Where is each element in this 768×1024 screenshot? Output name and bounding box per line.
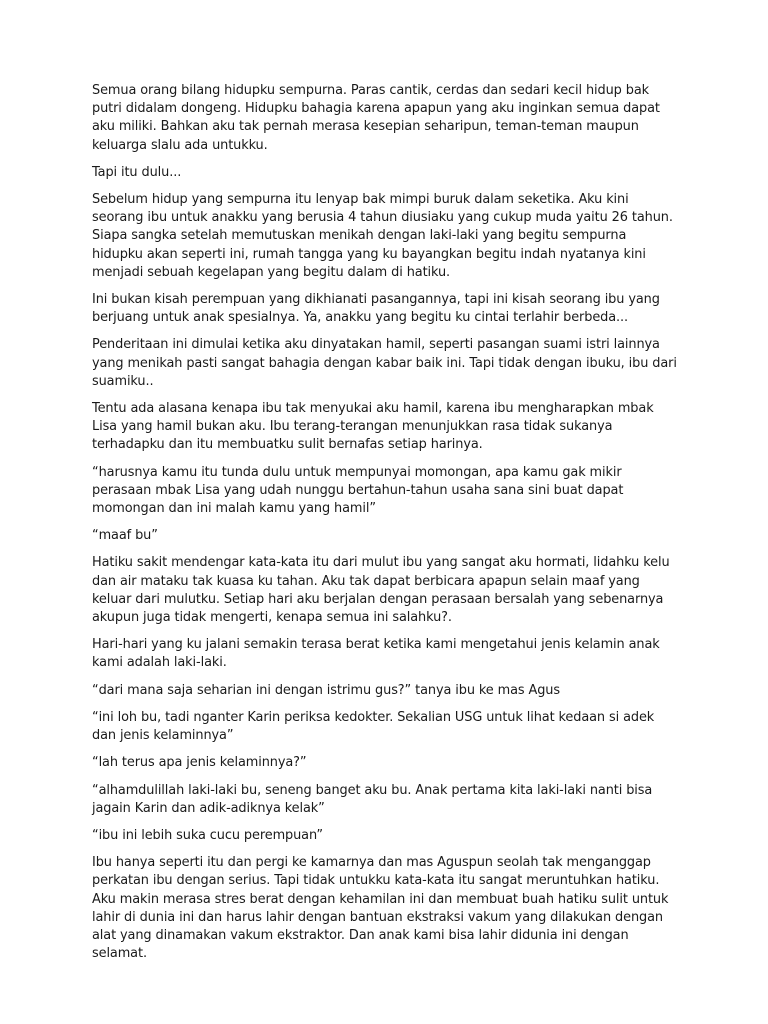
dialogue-paragraph: “maaf bu” (92, 528, 158, 544)
story-paragraph: Penderitaan ini dimulai ketika aku dinyatakan hamil, seperti pasangan suami istri lainnya yang menikah pasti sangat bahagia dengan kabar baik ini. Tapi tidak dengan ibuku, ibu dari suamiku.. (92, 337, 677, 389)
dialogue-paragraph: “alhamdulillah laki-laki bu, seneng banget aku bu. Anak pertama kita laki-laki nanti bisa jagain Karin dan adik-adiknya kelak” (92, 782, 653, 816)
story-paragraph: Tapi itu dulu... (92, 164, 182, 180)
story-paragraph: Ini bukan kisah perempuan yang dikhianati pasangannya, tapi ini kisah seorang ibu yang berjuang untuk anak spesialnya. Ya, anakku yang begitu ku cintai terlahir berbeda... (92, 292, 660, 326)
dialogue-paragraph: “harusnya kamu itu tunda dulu untuk mempunyai momongan, apa kamu gak mikir perasaan mbak Lisa yang udah nunggu bertahun-tahun usaha sana sini buat dapat momongan dan ini malah kamu yang hamil” (92, 464, 624, 517)
story-paragraph: Ibu hanya seperti itu dan pergi ke kamarnya dan mas Aguspun seolah tak menganggap perkatan ibu dengan serius. Tapi tidak untukku kata-kata itu sangat meruntuhkan hatiku. Aku makin merasa stres berat dengan kehamilan ini dan membuat buah hatiku sulit untuk lahir di dunia ini dan harus lahir dengan bantuan ekstraksi vakum yang dilakukan dengan alat yang dinamakan vakum ekstraktor. Dan anak kami bisa lahir didunia ini dengan selamat. (92, 855, 669, 962)
dialogue-paragraph: “dari mana saja seharian ini dengan istrimu gus?” tanya ibu ke mas Agus (92, 682, 560, 698)
story-paragraph: Hari-hari yang ku jalani semakin terasa berat ketika kami mengetahui jenis kelamin anak kami adalah laki-laki. (92, 637, 660, 671)
story-paragraph: Tentu ada alasana kenapa ibu tak menyukai aku hamil, karena ibu mengharapkan mbak Lisa yang hamil bukan aku. Ibu terang-terangan menunjukkan rasa tidak sukanya terhadapku dan itu membuatku sulit bernafas setiap harinya. (92, 401, 654, 453)
story-paragraph: Semua orang bilang hidupku sempurna. Paras cantik, cerdas dan sedari kecil hidup bak putri didalam dongeng. Hidupku bahagia karena apapun yang aku inginkan semua dapat aku miliki. Bahkan aku tak pernah merasa kesepian seharipun, teman-teman maupun keluarga slalu ada untukku. (92, 83, 660, 153)
dialogue-paragraph: “ibu ini lebih suka cucu perempuan” (92, 827, 323, 843)
story-paragraph: Hatiku sakit mendengar kata-kata itu dari mulut ibu yang sangat aku hormati, lidahku kelu dan air mataku tak kuasa ku tahan. Aku tak dapat berbicara apapun selain maaf yang keluar dari mulutku. Setiap hari aku berjalan dengan perasaan bersalah yang sebenarnya akupun juga tidak mengerti, kenapa semua ini salahku?. (92, 555, 670, 626)
story-paragraph: Sebelum hidup yang sempurna itu lenyap bak mimpi buruk dalam seketika. Aku kini seorang ibu untuk anakku yang berusia 4 tahun diusiaku yang cukup muda yaitu 26 tahun. Siapa sangka setelah memutuskan menikah dengan laki-laki yang begitu sempurna hidupku akan seperti ini, rumah tangga yang ku bayangkan begitu indah nyatanya kini menjadi sebuah kegelapan yang begitu dalam di hatiku. (92, 192, 673, 280)
dialogue-paragraph: “lah terus apa jenis kelaminnya?” (92, 755, 307, 771)
dialogue-paragraph: “ini loh bu, tadi nganter Karin periksa kedokter. Sekalian USG untuk lihat kedaan si adek dan jenis kelaminnya” (92, 709, 655, 744)
